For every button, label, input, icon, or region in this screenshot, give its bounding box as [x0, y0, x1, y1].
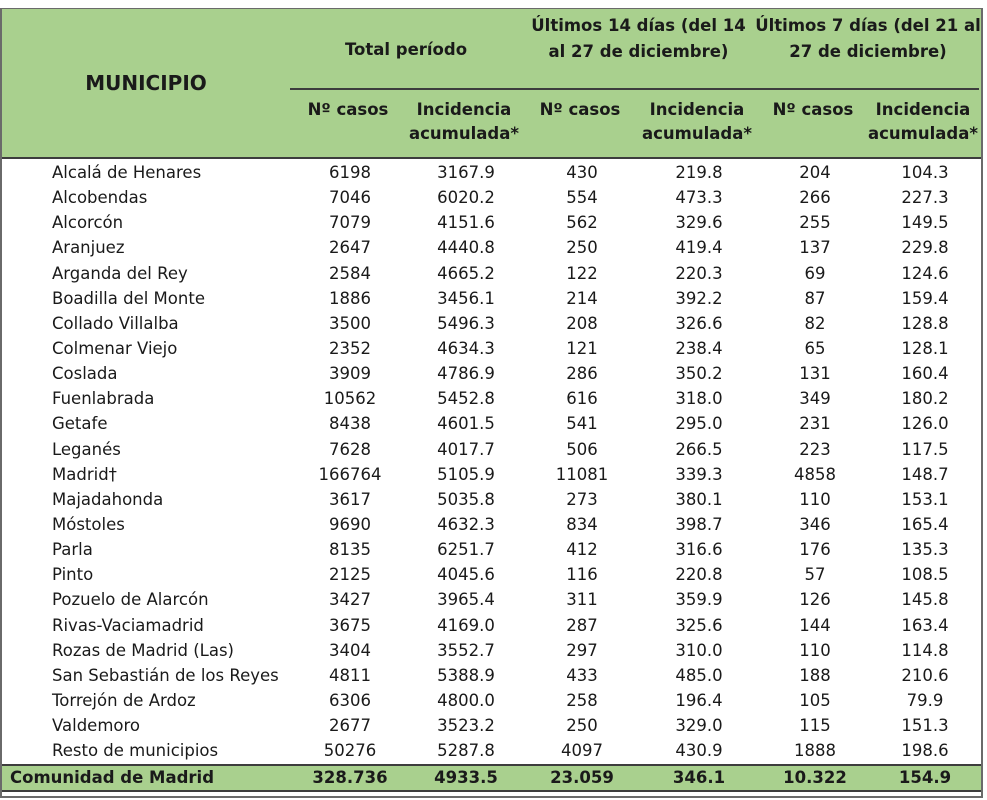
incidencia-7-cell: 159.4	[901, 288, 949, 308]
casos-14-cell: 250	[566, 238, 598, 258]
casos-7-cell: 87	[804, 288, 826, 308]
casos-total-cell: 3617	[329, 489, 371, 509]
municipio-cell: Resto de municipios	[52, 741, 219, 761]
header-bottom-border	[2, 157, 981, 159]
table-row	[2, 336, 981, 361]
casos-total-cell: 4811	[329, 665, 371, 685]
table-row	[2, 512, 981, 537]
total-casos-14: 23.059	[550, 768, 614, 787]
incidencia-7-cell: 210.6	[901, 665, 949, 685]
incidencia-14-cell: 329.0	[675, 716, 723, 736]
incidencia-14-cell: 398.7	[675, 514, 723, 534]
casos-14-cell: 506	[566, 439, 598, 459]
incidencia-14-cell: 325.6	[675, 615, 723, 635]
incidencia-7-cell: 124.6	[901, 263, 949, 283]
casos-14-cell: 433	[566, 665, 598, 685]
incidencia-total-cell: 4786.9	[437, 364, 495, 384]
incidencia-header-14: Incidencia acumulada*	[642, 100, 752, 143]
casos-total-cell: 3500	[329, 313, 371, 333]
municipio-cell: Collado Villalba	[52, 313, 179, 333]
incidencia-14-cell: 392.2	[675, 288, 723, 308]
incidencia-14-cell: 238.4	[675, 338, 723, 358]
municipio-cell: Alcorcón	[52, 213, 124, 233]
municipio-cell: Torrejón de Ardoz	[52, 690, 196, 710]
casos-total-cell: 1886	[329, 288, 371, 308]
incidencia-7-cell: 104.3	[901, 163, 949, 182]
municipio-cell: Madrid†	[52, 464, 117, 484]
incidencia-total-cell: 4169.0	[437, 615, 495, 635]
casos-7-cell: 110	[799, 640, 831, 660]
incidencia-header-total: Incidencia acumulada*	[409, 100, 519, 143]
municipio-cell: Pozuelo de Alarcón	[52, 590, 209, 610]
incidencia-total-cell: 4632.3	[437, 514, 495, 534]
incidencia-total-cell: 5105.9	[437, 464, 495, 484]
casos-total-cell: 8135	[329, 540, 371, 560]
municipio-cell: Leganés	[52, 439, 121, 459]
casos-14-cell: 122	[566, 263, 598, 283]
casos-total-cell: 3675	[329, 615, 371, 635]
casos-14-cell: 258	[566, 690, 598, 710]
casos-total-cell: 7079	[329, 213, 371, 233]
casos-7-cell: 105	[799, 690, 831, 710]
total-casos-7: 10.322	[783, 768, 847, 787]
incidencia-7-cell: 117.5	[901, 439, 949, 459]
municipio-header: MUNICIPIO	[85, 71, 207, 95]
incidencia-7-cell: 198.6	[901, 741, 949, 761]
casos-7-cell: 349	[799, 389, 831, 409]
casos-14-cell: 554	[566, 188, 598, 208]
incidencia-total-cell: 6020.2	[437, 188, 495, 208]
incidencia-total-cell: 4800.0	[437, 690, 495, 710]
casos-7-cell: 4858	[794, 464, 836, 484]
table-row	[2, 160, 981, 185]
incidencia-total-cell: 6251.7	[437, 540, 495, 560]
municipio-cell: Rozas de Madrid (Las)	[52, 640, 234, 660]
municipio-cell: Getafe	[52, 414, 108, 434]
casos-7-cell: 176	[799, 540, 831, 560]
incidencia-14-cell: 326.6	[675, 313, 723, 333]
total-periodo-header: Total período	[344, 40, 468, 59]
incidencia-7-cell: 180.2	[901, 389, 949, 409]
municipio-cell: Aranjuez	[52, 238, 125, 258]
incidencia-14-cell: 359.9	[675, 590, 723, 610]
incidencia-total-cell: 5496.3	[437, 313, 495, 333]
casos-14-cell: 11081	[555, 464, 609, 484]
incidencia-total-cell: 4440.8	[437, 238, 495, 258]
casos-7-cell: 1888	[794, 741, 836, 761]
municipio-cell: Majadahonda	[52, 489, 164, 509]
casos-14-cell: 208	[566, 313, 598, 333]
casos-total-cell: 2584	[329, 263, 371, 283]
table-row	[2, 487, 981, 512]
table-row	[2, 738, 981, 763]
casos-14-cell: 562	[566, 213, 598, 233]
casos-total-cell: 8438	[329, 414, 371, 434]
table-row	[2, 437, 981, 462]
table-row	[2, 638, 981, 663]
casos-7-cell: 144	[799, 615, 831, 635]
casos-7-cell: 223	[799, 439, 831, 459]
incidencia-7-cell: 151.3	[901, 716, 949, 736]
casos-header-7: Nº casos	[772, 100, 854, 119]
casos-7-cell: 126	[799, 590, 831, 610]
municipio-cell: Móstoles	[52, 514, 125, 534]
incidencia-total-cell: 3456.1	[437, 288, 495, 308]
incidencia-total-cell: 5287.8	[437, 741, 495, 761]
total-casos: 328.736	[312, 768, 388, 787]
incidencia-14-cell: 310.0	[675, 640, 723, 660]
table-row	[2, 462, 981, 487]
municipio-cell: Arganda del Rey	[52, 263, 188, 283]
casos-7-cell: 255	[799, 213, 831, 233]
incidencia-7-cell: 114.8	[901, 640, 949, 660]
casos-7-cell: 69	[804, 263, 826, 283]
total-incidencia-7: 154.9	[898, 768, 952, 787]
total-incidencia-14: 346.1	[672, 768, 726, 787]
municipio-cell: Fuenlabrada	[52, 389, 155, 409]
incidencia-14-cell: 430.9	[675, 741, 723, 761]
incidencia-7-cell: 153.1	[901, 489, 949, 509]
table-row	[2, 537, 981, 562]
table-row	[2, 688, 981, 713]
casos-header-total: Nº casos	[307, 100, 389, 119]
ultimos-14-dias-header	[522, 13, 755, 65]
casos-total-cell: 2647	[329, 238, 371, 258]
incidencia-14-cell: 316.6	[675, 540, 723, 560]
municipio-cell: Colmenar Viejo	[52, 338, 178, 358]
incidencia-14-cell: 220.3	[675, 263, 723, 283]
casos-total-cell: 6198	[329, 163, 371, 182]
incidencia-total-cell: 5035.8	[437, 489, 495, 509]
casos-total-cell: 3404	[329, 640, 371, 660]
incidencia-total-cell: 5388.9	[437, 665, 495, 685]
casos-total-cell: 2677	[329, 716, 371, 736]
casos-total-cell: 3909	[329, 364, 371, 384]
incidencia-7-cell: 126.0	[901, 414, 949, 434]
casos-14-cell: 250	[566, 716, 598, 736]
municipio-cell: Pinto	[52, 565, 94, 585]
casos-14-cell: 311	[566, 590, 598, 610]
table-row	[2, 361, 981, 386]
total-row	[2, 764, 981, 792]
incidencia-14-cell: 318.0	[675, 389, 723, 409]
casos-14-cell: 541	[566, 414, 598, 434]
incidencia-14-cell: 473.3	[675, 188, 723, 208]
incidencia-7-cell: 149.5	[901, 213, 949, 233]
casos-total-cell: 166764	[318, 464, 382, 484]
table-row	[2, 261, 981, 286]
incidencia-7-cell: 163.4	[901, 615, 949, 635]
casos-7-cell: 188	[799, 665, 831, 685]
municipio-cell: Coslada	[52, 364, 118, 384]
casos-7-cell: 266	[799, 188, 831, 208]
incidencia-14-cell: 485.0	[675, 665, 723, 685]
casos-7-cell: 57	[804, 565, 826, 585]
table-body	[2, 160, 981, 763]
incidencia-7-cell: 79.9	[906, 690, 944, 710]
casos-14-cell: 834	[566, 514, 598, 534]
casos-14-cell: 214	[566, 288, 598, 308]
table-row	[2, 411, 981, 436]
table-row	[2, 663, 981, 688]
casos-total-cell: 2125	[329, 565, 371, 585]
casos-7-cell: 231	[799, 414, 831, 434]
casos-total-cell: 7046	[329, 188, 371, 208]
incidencia-14-cell: 219.8	[675, 163, 723, 182]
casos-7-cell: 115	[799, 716, 831, 736]
municipio-cell: Alcobendas	[52, 188, 148, 208]
incidencia-14-cell: 350.2	[675, 364, 723, 384]
casos-7-cell: 131	[799, 364, 831, 384]
incidencia-total-cell: 4151.6	[437, 213, 495, 233]
incidencia-14-cell: 295.0	[675, 414, 723, 434]
incidencia-total-cell: 4634.3	[437, 338, 495, 358]
municipio-cell: Alcalá de Henares	[52, 163, 202, 182]
incidencia-total-cell: 3965.4	[437, 590, 495, 610]
incidencia-7-cell: 229.8	[901, 238, 949, 258]
incidencia-total-cell: 3167.9	[437, 163, 495, 182]
casos-14-cell: 286	[566, 364, 598, 384]
incidencia-7-cell: 108.5	[901, 565, 949, 585]
casos-total-cell: 7628	[329, 439, 371, 459]
incidencia-14-cell: 196.4	[675, 690, 723, 710]
casos-total-cell: 3427	[329, 590, 371, 610]
ultimos-7-dias-header	[755, 13, 981, 65]
incidencia-14-cell: 339.3	[675, 464, 723, 484]
incidencia-header-7: Incidencia acumulada*	[868, 100, 978, 143]
table-row	[2, 562, 981, 587]
incidencia-14-cell: 419.4	[675, 238, 723, 258]
incidencia-7-cell: 128.1	[901, 338, 949, 358]
casos-7-cell: 346	[799, 514, 831, 534]
incidencia-total-cell: 4665.2	[437, 263, 495, 283]
casos-14-cell: 121	[566, 338, 598, 358]
casos-7-cell: 110	[799, 489, 831, 509]
incidencia-total-cell: 4045.6	[437, 565, 495, 585]
casos-7-cell: 82	[804, 313, 826, 333]
table-row	[2, 235, 981, 260]
table-row	[2, 185, 981, 210]
ultimos-14-dias-text: Últimos 14 días (del 14 al 27 de diciembre)	[531, 16, 746, 61]
incidencia-7-cell: 135.3	[901, 540, 949, 560]
casos-14-cell: 4097	[561, 741, 603, 761]
total-incidencia: 4933.5	[434, 768, 498, 787]
table-row	[2, 713, 981, 738]
casos-total-cell: 50276	[323, 741, 377, 761]
casos-14-cell: 430	[566, 163, 598, 182]
casos-7-cell: 204	[799, 163, 831, 182]
incidencia-total-cell: 4601.5	[437, 414, 495, 434]
municipio-cell: Valdemoro	[52, 716, 141, 736]
incidencia-7-cell: 165.4	[901, 514, 949, 534]
casos-7-cell: 137	[799, 238, 831, 258]
incidencia-total-cell: 3552.7	[437, 640, 495, 660]
municipio-cell: San Sebastián de los Reyes	[52, 665, 279, 685]
total-label: Comunidad de Madrid	[10, 768, 215, 787]
incidencia-total-cell: 3523.2	[437, 716, 495, 736]
casos-total-cell: 9690	[329, 514, 371, 534]
incidencia-total-cell: 4017.7	[437, 439, 495, 459]
ultimos-7-dias-text: Últimos 7 días (del 21 al 27 de diciembre)	[755, 16, 981, 61]
casos-7-cell: 65	[804, 338, 826, 358]
incidencia-7-cell: 148.7	[901, 464, 949, 484]
casos-14-cell: 412	[566, 540, 598, 560]
incidencia-total-cell: 5452.8	[437, 389, 495, 409]
casos-total-cell: 6306	[329, 690, 371, 710]
incidencia-7-cell: 128.8	[901, 313, 949, 333]
casos-header-14: Nº casos	[539, 100, 621, 119]
incidencia-7-cell: 227.3	[901, 188, 949, 208]
casos-total-cell: 2352	[329, 338, 371, 358]
casos-14-cell: 273	[566, 489, 598, 509]
table-row	[2, 613, 981, 638]
incidencia-7-cell: 145.8	[901, 590, 949, 610]
municipio-cell: Rivas-Vaciamadrid	[52, 615, 204, 635]
table-row	[2, 311, 981, 336]
municipio-cell: Boadilla del Monte	[52, 288, 205, 308]
casos-total-cell: 10562	[323, 389, 377, 409]
incidencia-14-cell: 220.8	[675, 565, 723, 585]
incidencia-14-cell: 380.1	[675, 489, 723, 509]
header-divider	[290, 88, 979, 90]
table-row	[2, 587, 981, 612]
table-row	[2, 386, 981, 411]
incidencia-14-cell: 266.5	[675, 439, 723, 459]
casos-14-cell: 287	[566, 615, 598, 635]
incidencia-14-cell: 329.6	[675, 213, 723, 233]
table-row	[2, 286, 981, 311]
incidencia-7-cell: 160.4	[901, 364, 949, 384]
casos-14-cell: 116	[566, 565, 598, 585]
table-row	[2, 210, 981, 235]
casos-14-cell: 297	[566, 640, 598, 660]
casos-14-cell: 616	[566, 389, 598, 409]
municipio-cell: Parla	[52, 540, 93, 560]
